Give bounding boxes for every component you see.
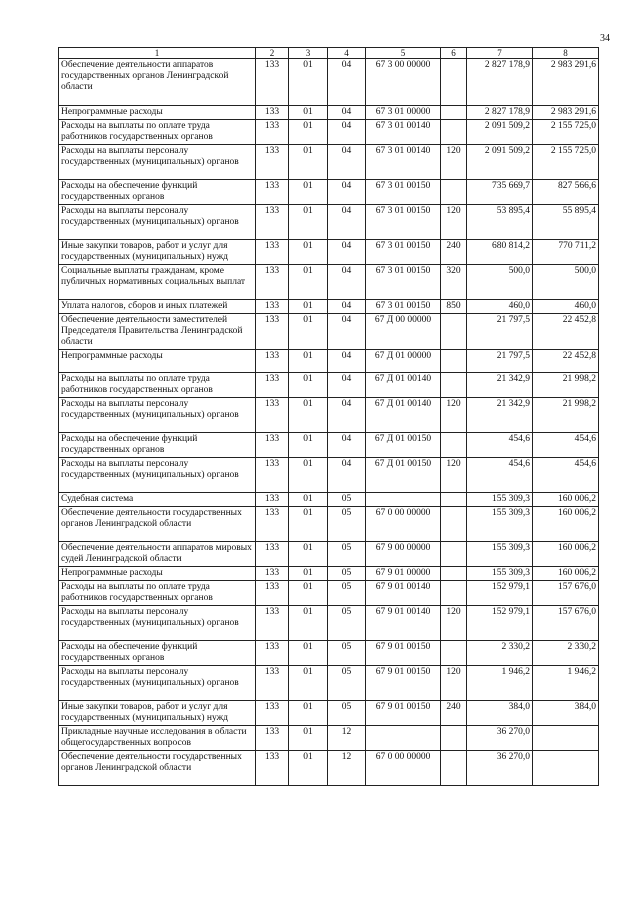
table-row bbox=[59, 59, 599, 106]
row-name-cell: Расходы на выплаты по оплате труда работников государственных органов bbox=[59, 120, 256, 145]
row-name-cell: Расходы на выплаты персоналу государственных (муниципальных) органов bbox=[59, 205, 256, 240]
amount-year1-cell: 454,6 bbox=[467, 433, 533, 458]
subsection-code-cell: 04 bbox=[328, 398, 366, 433]
target-article-cell: 67 9 01 00150 bbox=[366, 641, 441, 666]
amount-year1-cell: 384,0 bbox=[467, 701, 533, 726]
section-code-cell: 01 bbox=[289, 300, 328, 314]
admin-code-cell: 133 bbox=[256, 265, 289, 300]
subsection-code-cell: 04 bbox=[328, 59, 366, 106]
target-article-cell: 67 Д 01 00000 bbox=[366, 350, 441, 373]
expense-type-cell bbox=[441, 120, 467, 145]
subsection-code-cell: 04 bbox=[328, 314, 366, 350]
admin-code-cell: 133 bbox=[256, 666, 289, 701]
target-article-cell: 67 9 01 00140 bbox=[366, 606, 441, 641]
admin-code-cell: 133 bbox=[256, 240, 289, 265]
amount-year2-cell: 454,6 bbox=[533, 458, 599, 493]
subsection-code-cell: 04 bbox=[328, 180, 366, 205]
amount-year1-cell: 2 091 509,2 bbox=[467, 120, 533, 145]
subsection-code-cell: 04 bbox=[328, 265, 366, 300]
amount-year1-cell: 21 342,9 bbox=[467, 373, 533, 398]
row-name-cell: Обеспечение деятельности аппаратов мировых судей Ленинградской области bbox=[59, 542, 256, 567]
amount-year2-cell: 160 006,2 bbox=[533, 542, 599, 567]
target-article-cell: 67 3 01 00140 bbox=[366, 120, 441, 145]
row-name-cell: Непрограммные расходы bbox=[59, 567, 256, 581]
column-header: 2 bbox=[256, 48, 289, 59]
amount-year2-cell: 500,0 bbox=[533, 265, 599, 300]
admin-code-cell: 133 bbox=[256, 350, 289, 373]
amount-year2-cell: 2 983 291,6 bbox=[533, 106, 599, 120]
amount-year2-cell: 2 155 725,0 bbox=[533, 120, 599, 145]
subsection-code-cell: 04 bbox=[328, 106, 366, 120]
amount-year1-cell: 36 270,0 bbox=[467, 726, 533, 751]
amount-year2-cell: 21 998,2 bbox=[533, 398, 599, 433]
expense-type-cell bbox=[441, 507, 467, 542]
row-name-cell: Обеспечение деятельности заместителей Председателя Правительства Ленинградской области bbox=[59, 314, 256, 350]
expense-type-cell bbox=[441, 106, 467, 120]
section-code-cell: 01 bbox=[289, 106, 328, 120]
amount-year2-cell: 384,0 bbox=[533, 701, 599, 726]
table-row bbox=[59, 314, 599, 350]
subsection-code-cell: 04 bbox=[328, 373, 366, 398]
amount-year1-cell: 21 797,5 bbox=[467, 350, 533, 373]
amount-year1-cell: 2 827 178,9 bbox=[467, 59, 533, 106]
amount-year1-cell: 155 309,3 bbox=[467, 567, 533, 581]
expense-type-cell bbox=[441, 373, 467, 398]
amount-year2-cell: 827 566,6 bbox=[533, 180, 599, 205]
target-article-cell: 67 3 01 00150 bbox=[366, 300, 441, 314]
amount-year2-cell: 160 006,2 bbox=[533, 507, 599, 542]
admin-code-cell: 133 bbox=[256, 205, 289, 240]
row-name-cell: Расходы на обеспечение функций государственных органов bbox=[59, 433, 256, 458]
row-name-cell: Прикладные научные исследования в области общегосударственных вопросов bbox=[59, 726, 256, 751]
target-article-cell: 67 9 00 00000 bbox=[366, 542, 441, 567]
target-article-cell: 67 0 00 00000 bbox=[366, 507, 441, 542]
expense-type-cell: 120 bbox=[441, 606, 467, 641]
amount-year1-cell: 500,0 bbox=[467, 265, 533, 300]
subsection-code-cell: 04 bbox=[328, 145, 366, 180]
admin-code-cell: 133 bbox=[256, 59, 289, 106]
amount-year2-cell: 1 946,2 bbox=[533, 666, 599, 701]
subsection-code-cell: 12 bbox=[328, 751, 366, 786]
column-header: 1 bbox=[59, 48, 256, 59]
admin-code-cell: 133 bbox=[256, 701, 289, 726]
table-row bbox=[59, 240, 599, 265]
admin-code-cell: 133 bbox=[256, 458, 289, 493]
column-header: 8 bbox=[533, 48, 599, 59]
row-name-cell: Расходы на выплаты по оплате труда работников государственных органов bbox=[59, 373, 256, 398]
table-row bbox=[59, 145, 599, 180]
target-article-cell: 67 3 01 00150 bbox=[366, 240, 441, 265]
table-row bbox=[59, 120, 599, 145]
section-code-cell: 01 bbox=[289, 567, 328, 581]
expense-type-cell bbox=[441, 751, 467, 786]
row-name-cell: Обеспечение деятельности государственных органов Ленинградской области bbox=[59, 507, 256, 542]
section-code-cell: 01 bbox=[289, 314, 328, 350]
expense-type-cell bbox=[441, 581, 467, 606]
expense-type-cell: 240 bbox=[441, 240, 467, 265]
expense-type-cell bbox=[441, 314, 467, 350]
column-header: 5 bbox=[366, 48, 441, 59]
admin-code-cell: 133 bbox=[256, 314, 289, 350]
target-article-cell: 67 3 00 00000 bbox=[366, 59, 441, 106]
subsection-code-cell: 05 bbox=[328, 701, 366, 726]
section-code-cell: 01 bbox=[289, 701, 328, 726]
expense-type-cell: 320 bbox=[441, 265, 467, 300]
table-row bbox=[59, 433, 599, 458]
expense-type-cell: 120 bbox=[441, 145, 467, 180]
admin-code-cell: 133 bbox=[256, 581, 289, 606]
admin-code-cell: 133 bbox=[256, 567, 289, 581]
subsection-code-cell: 04 bbox=[328, 205, 366, 240]
section-code-cell: 01 bbox=[289, 120, 328, 145]
admin-code-cell: 133 bbox=[256, 507, 289, 542]
table-row bbox=[59, 205, 599, 240]
admin-code-cell: 133 bbox=[256, 751, 289, 786]
section-code-cell: 01 bbox=[289, 507, 328, 542]
row-name-cell: Непрограммные расходы bbox=[59, 106, 256, 120]
table-row bbox=[59, 493, 599, 507]
row-name-cell: Расходы на выплаты персоналу государственных (муниципальных) органов bbox=[59, 398, 256, 433]
expense-type-cell bbox=[441, 726, 467, 751]
amount-year1-cell: 2 330,2 bbox=[467, 641, 533, 666]
admin-code-cell: 133 bbox=[256, 180, 289, 205]
amount-year2-cell: 55 895,4 bbox=[533, 205, 599, 240]
table-row bbox=[59, 373, 599, 398]
amount-year2-cell: 2 983 291,6 bbox=[533, 59, 599, 106]
admin-code-cell: 133 bbox=[256, 542, 289, 567]
section-code-cell: 01 bbox=[289, 373, 328, 398]
expense-type-cell bbox=[441, 567, 467, 581]
amount-year2-cell: 22 452,8 bbox=[533, 314, 599, 350]
target-article-cell: 67 3 01 00150 bbox=[366, 205, 441, 240]
table-row bbox=[59, 641, 599, 666]
row-name-cell: Обеспечение деятельности аппаратов государственных органов Ленинградской области bbox=[59, 59, 256, 106]
subsection-code-cell: 04 bbox=[328, 120, 366, 145]
subsection-code-cell: 04 bbox=[328, 433, 366, 458]
column-header: 4 bbox=[328, 48, 366, 59]
admin-code-cell: 133 bbox=[256, 373, 289, 398]
expense-type-cell bbox=[441, 433, 467, 458]
section-code-cell: 01 bbox=[289, 493, 328, 507]
amount-year1-cell: 680 814,2 bbox=[467, 240, 533, 265]
table-row bbox=[59, 701, 599, 726]
subsection-code-cell: 04 bbox=[328, 458, 366, 493]
row-name-cell: Расходы на выплаты персоналу государственных (муниципальных) органов bbox=[59, 145, 256, 180]
target-article-cell: 67 Д 01 00140 bbox=[366, 373, 441, 398]
page-number: 34 bbox=[600, 33, 610, 44]
table-row bbox=[59, 106, 599, 120]
expense-type-cell bbox=[441, 350, 467, 373]
table-row bbox=[59, 542, 599, 567]
amount-year1-cell: 1 946,2 bbox=[467, 666, 533, 701]
admin-code-cell: 133 bbox=[256, 641, 289, 666]
amount-year2-cell: 454,6 bbox=[533, 433, 599, 458]
row-name-cell: Судебная система bbox=[59, 493, 256, 507]
section-code-cell: 01 bbox=[289, 751, 328, 786]
table-row bbox=[59, 265, 599, 300]
target-article-cell: 67 9 01 00150 bbox=[366, 666, 441, 701]
subsection-code-cell: 05 bbox=[328, 606, 366, 641]
subsection-code-cell: 05 bbox=[328, 581, 366, 606]
expense-type-cell: 120 bbox=[441, 458, 467, 493]
amount-year2-cell: 2 330,2 bbox=[533, 641, 599, 666]
amount-year2-cell: 157 676,0 bbox=[533, 581, 599, 606]
table-row bbox=[59, 300, 599, 314]
section-code-cell: 01 bbox=[289, 433, 328, 458]
subsection-code-cell: 05 bbox=[328, 666, 366, 701]
target-article-cell: 67 9 01 00140 bbox=[366, 581, 441, 606]
amount-year1-cell: 152 979,1 bbox=[467, 581, 533, 606]
row-name-cell: Иные закупки товаров, работ и услуг для государственных (муниципальных) нужд bbox=[59, 701, 256, 726]
subsection-code-cell: 12 bbox=[328, 726, 366, 751]
target-article-cell: 67 3 01 00150 bbox=[366, 265, 441, 300]
admin-code-cell: 133 bbox=[256, 433, 289, 458]
admin-code-cell: 133 bbox=[256, 106, 289, 120]
amount-year1-cell: 2 091 509,2 bbox=[467, 145, 533, 180]
table-row bbox=[59, 180, 599, 205]
section-code-cell: 01 bbox=[289, 59, 328, 106]
amount-year1-cell: 735 669,7 bbox=[467, 180, 533, 205]
amount-year2-cell: 160 006,2 bbox=[533, 567, 599, 581]
expense-type-cell bbox=[441, 180, 467, 205]
expense-type-cell: 120 bbox=[441, 205, 467, 240]
header-row bbox=[59, 48, 599, 59]
target-article-cell: 67 9 01 00000 bbox=[366, 567, 441, 581]
admin-code-cell: 133 bbox=[256, 493, 289, 507]
target-article-cell: 67 3 01 00140 bbox=[366, 145, 441, 180]
section-code-cell: 01 bbox=[289, 350, 328, 373]
amount-year1-cell: 2 827 178,9 bbox=[467, 106, 533, 120]
table-row bbox=[59, 666, 599, 701]
budget-table bbox=[58, 47, 599, 786]
row-name-cell: Расходы на выплаты персоналу государственных (муниципальных) органов bbox=[59, 458, 256, 493]
row-name-cell: Иные закупки товаров, работ и услуг для государственных (муниципальных) нужд bbox=[59, 240, 256, 265]
table-row bbox=[59, 726, 599, 751]
table-row bbox=[59, 606, 599, 641]
subsection-code-cell: 05 bbox=[328, 493, 366, 507]
subsection-code-cell: 04 bbox=[328, 240, 366, 265]
amount-year2-cell: 22 452,8 bbox=[533, 350, 599, 373]
column-header: 3 bbox=[289, 48, 328, 59]
target-article-cell bbox=[366, 493, 441, 507]
admin-code-cell: 133 bbox=[256, 398, 289, 433]
amount-year1-cell: 152 979,1 bbox=[467, 606, 533, 641]
section-code-cell: 01 bbox=[289, 666, 328, 701]
section-code-cell: 01 bbox=[289, 265, 328, 300]
section-code-cell: 01 bbox=[289, 205, 328, 240]
row-name-cell: Обеспечение деятельности государственных органов Ленинградской области bbox=[59, 751, 256, 786]
amount-year1-cell: 21 342,9 bbox=[467, 398, 533, 433]
admin-code-cell: 133 bbox=[256, 726, 289, 751]
amount-year2-cell bbox=[533, 726, 599, 751]
row-name-cell: Социальные выплаты гражданам, кроме публичных нормативных социальных выплат bbox=[59, 265, 256, 300]
section-code-cell: 01 bbox=[289, 726, 328, 751]
subsection-code-cell: 05 bbox=[328, 641, 366, 666]
amount-year1-cell: 36 270,0 bbox=[467, 751, 533, 786]
target-article-cell: 67 3 01 00000 bbox=[366, 106, 441, 120]
amount-year1-cell: 155 309,3 bbox=[467, 507, 533, 542]
expense-type-cell: 120 bbox=[441, 398, 467, 433]
target-article-cell: 67 Д 01 00150 bbox=[366, 458, 441, 493]
amount-year2-cell: 460,0 bbox=[533, 300, 599, 314]
amount-year1-cell: 460,0 bbox=[467, 300, 533, 314]
row-name-cell: Уплата налогов, сборов и иных платежей bbox=[59, 300, 256, 314]
section-code-cell: 01 bbox=[289, 581, 328, 606]
admin-code-cell: 133 bbox=[256, 606, 289, 641]
section-code-cell: 01 bbox=[289, 458, 328, 493]
column-header: 7 bbox=[467, 48, 533, 59]
table-row bbox=[59, 581, 599, 606]
expense-type-cell: 240 bbox=[441, 701, 467, 726]
target-article-cell: 67 Д 01 00150 bbox=[366, 433, 441, 458]
amount-year1-cell: 53 895,4 bbox=[467, 205, 533, 240]
subsection-code-cell: 05 bbox=[328, 542, 366, 567]
column-header: 6 bbox=[441, 48, 467, 59]
amount-year2-cell: 21 998,2 bbox=[533, 373, 599, 398]
target-article-cell bbox=[366, 726, 441, 751]
expense-type-cell: 850 bbox=[441, 300, 467, 314]
amount-year2-cell: 770 711,2 bbox=[533, 240, 599, 265]
table-row bbox=[59, 458, 599, 493]
amount-year1-cell: 155 309,3 bbox=[467, 542, 533, 567]
admin-code-cell: 133 bbox=[256, 300, 289, 314]
row-name-cell: Расходы на выплаты персоналу государственных (муниципальных) органов bbox=[59, 606, 256, 641]
expense-type-cell bbox=[441, 542, 467, 567]
amount-year1-cell: 454,6 bbox=[467, 458, 533, 493]
section-code-cell: 01 bbox=[289, 240, 328, 265]
subsection-code-cell: 04 bbox=[328, 300, 366, 314]
section-code-cell: 01 bbox=[289, 542, 328, 567]
admin-code-cell: 133 bbox=[256, 120, 289, 145]
row-name-cell: Расходы на выплаты по оплате труда работников государственных органов bbox=[59, 581, 256, 606]
row-name-cell: Расходы на обеспечение функций государственных органов bbox=[59, 180, 256, 205]
section-code-cell: 01 bbox=[289, 180, 328, 205]
row-name-cell: Непрограммные расходы bbox=[59, 350, 256, 373]
subsection-code-cell: 05 bbox=[328, 507, 366, 542]
target-article-cell: 67 Д 00 00000 bbox=[366, 314, 441, 350]
row-name-cell: Расходы на обеспечение функций государственных органов bbox=[59, 641, 256, 666]
row-name-cell: Расходы на выплаты персоналу государственных (муниципальных) органов bbox=[59, 666, 256, 701]
section-code-cell: 01 bbox=[289, 145, 328, 180]
expense-type-cell bbox=[441, 493, 467, 507]
admin-code-cell: 133 bbox=[256, 145, 289, 180]
section-code-cell: 01 bbox=[289, 398, 328, 433]
target-article-cell: 67 Д 01 00140 bbox=[366, 398, 441, 433]
target-article-cell: 67 0 00 00000 bbox=[366, 751, 441, 786]
amount-year2-cell bbox=[533, 751, 599, 786]
expense-type-cell: 120 bbox=[441, 666, 467, 701]
table-row bbox=[59, 350, 599, 373]
section-code-cell: 01 bbox=[289, 641, 328, 666]
amount-year2-cell: 160 006,2 bbox=[533, 493, 599, 507]
table-row bbox=[59, 507, 599, 542]
target-article-cell: 67 9 01 00150 bbox=[366, 701, 441, 726]
amount-year1-cell: 21 797,5 bbox=[467, 314, 533, 350]
expense-type-cell bbox=[441, 641, 467, 666]
subsection-code-cell: 05 bbox=[328, 567, 366, 581]
subsection-code-cell: 04 bbox=[328, 350, 366, 373]
expense-type-cell bbox=[441, 59, 467, 106]
amount-year2-cell: 157 676,0 bbox=[533, 606, 599, 641]
table-row bbox=[59, 567, 599, 581]
table-row bbox=[59, 398, 599, 433]
table-row bbox=[59, 751, 599, 786]
target-article-cell: 67 3 01 00150 bbox=[366, 180, 441, 205]
amount-year1-cell: 155 309,3 bbox=[467, 493, 533, 507]
section-code-cell: 01 bbox=[289, 606, 328, 641]
amount-year2-cell: 2 155 725,0 bbox=[533, 145, 599, 180]
